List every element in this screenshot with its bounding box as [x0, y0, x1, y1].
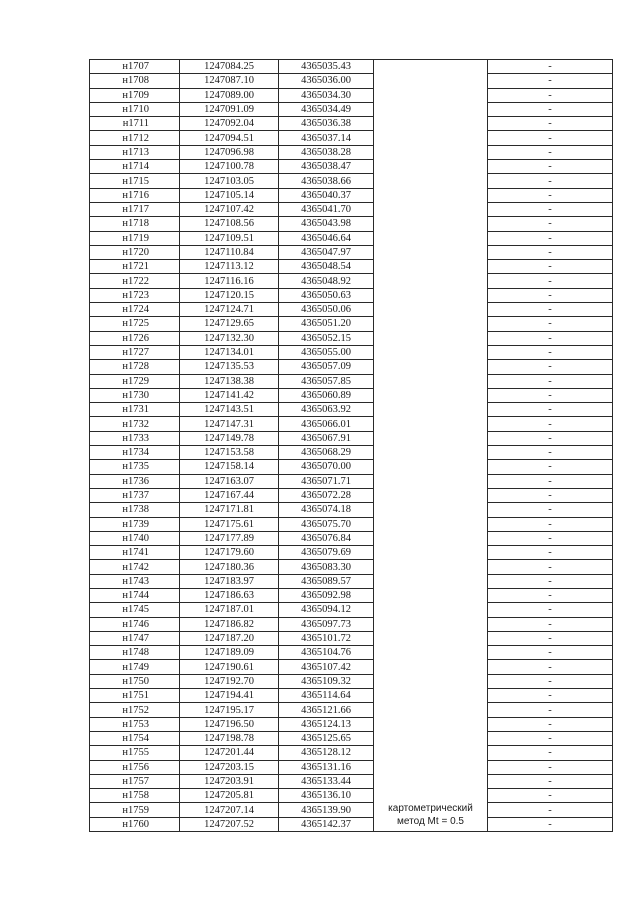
- y-coordinate-cell: 4365094.12: [279, 603, 374, 617]
- x-coordinate-cell: 1247124.71: [180, 303, 279, 317]
- description-cell: -: [488, 145, 613, 159]
- description-cell: -: [488, 546, 613, 560]
- table-row: [90, 746, 613, 760]
- point-id-cell: н1749: [90, 660, 180, 674]
- x-coordinate-cell: 1247195.17: [180, 703, 279, 717]
- x-coordinate-cell: 1247190.61: [180, 660, 279, 674]
- y-coordinate-cell: 4365092.98: [279, 588, 374, 602]
- description-cell: -: [488, 188, 613, 202]
- description-cell: -: [488, 488, 613, 502]
- table-row: [90, 560, 613, 574]
- description-cell: -: [488, 631, 613, 645]
- y-coordinate-cell: 4365051.20: [279, 317, 374, 331]
- x-coordinate-cell: 1247167.44: [180, 488, 279, 502]
- y-coordinate-cell: 4365048.92: [279, 274, 374, 288]
- description-cell: -: [488, 603, 613, 617]
- description-cell: -: [488, 345, 613, 359]
- table-row: [90, 474, 613, 488]
- table-row: [90, 260, 613, 274]
- point-id-cell: н1707: [90, 60, 180, 74]
- point-id-cell: н1736: [90, 474, 180, 488]
- description-cell: -: [488, 74, 613, 88]
- x-coordinate-cell: 1247203.91: [180, 774, 279, 788]
- y-coordinate-cell: 4365068.29: [279, 446, 374, 460]
- table-row: [90, 731, 613, 745]
- point-id-cell: н1732: [90, 417, 180, 431]
- point-id-cell: н1760: [90, 817, 180, 831]
- y-coordinate-cell: 4365109.32: [279, 674, 374, 688]
- y-coordinate-cell: 4365079.69: [279, 546, 374, 560]
- y-coordinate-cell: 4365125.65: [279, 731, 374, 745]
- y-coordinate-cell: 4365072.28: [279, 488, 374, 502]
- description-cell: -: [488, 560, 613, 574]
- table-row: [90, 503, 613, 517]
- point-id-cell: н1716: [90, 188, 180, 202]
- table-row: [90, 303, 613, 317]
- x-coordinate-cell: 1247187.20: [180, 631, 279, 645]
- point-id-cell: н1752: [90, 703, 180, 717]
- y-coordinate-cell: 4365035.43: [279, 60, 374, 74]
- point-id-cell: н1714: [90, 160, 180, 174]
- x-coordinate-cell: 1247105.14: [180, 188, 279, 202]
- description-cell: -: [488, 160, 613, 174]
- y-coordinate-cell: 4365136.10: [279, 789, 374, 803]
- table-row: [90, 317, 613, 331]
- y-coordinate-cell: 4365089.57: [279, 574, 374, 588]
- table-row: [90, 631, 613, 645]
- point-id-cell: н1735: [90, 460, 180, 474]
- y-coordinate-cell: 4365038.47: [279, 160, 374, 174]
- description-cell: -: [488, 817, 613, 831]
- description-cell: -: [488, 789, 613, 803]
- x-coordinate-cell: 1247158.14: [180, 460, 279, 474]
- point-id-cell: н1725: [90, 317, 180, 331]
- x-coordinate-cell: 1247100.78: [180, 160, 279, 174]
- y-coordinate-cell: 4365114.64: [279, 689, 374, 703]
- table-row: [90, 131, 613, 145]
- point-id-cell: н1745: [90, 603, 180, 617]
- description-cell: -: [488, 574, 613, 588]
- point-id-cell: н1717: [90, 202, 180, 216]
- description-cell: -: [488, 746, 613, 760]
- table-row: [90, 817, 613, 831]
- x-coordinate-cell: 1247189.09: [180, 646, 279, 660]
- table-row: [90, 488, 613, 502]
- x-coordinate-cell: 1247084.25: [180, 60, 279, 74]
- description-cell: -: [488, 474, 613, 488]
- table-row: [90, 774, 613, 788]
- point-id-cell: н1759: [90, 803, 180, 817]
- x-coordinate-cell: 1247113.12: [180, 260, 279, 274]
- y-coordinate-cell: 4365097.73: [279, 617, 374, 631]
- y-coordinate-cell: 4365107.42: [279, 660, 374, 674]
- x-coordinate-cell: 1247175.61: [180, 517, 279, 531]
- point-id-cell: н1712: [90, 131, 180, 145]
- x-coordinate-cell: 1247163.07: [180, 474, 279, 488]
- x-coordinate-cell: 1247108.56: [180, 217, 279, 231]
- y-coordinate-cell: 4365131.16: [279, 760, 374, 774]
- description-cell: -: [488, 674, 613, 688]
- point-id-cell: н1728: [90, 360, 180, 374]
- y-coordinate-cell: 4365048.54: [279, 260, 374, 274]
- table-row: [90, 646, 613, 660]
- point-id-cell: н1718: [90, 217, 180, 231]
- description-cell: -: [488, 660, 613, 674]
- point-id-cell: н1743: [90, 574, 180, 588]
- point-id-cell: н1741: [90, 546, 180, 560]
- point-id-cell: н1708: [90, 74, 180, 88]
- x-coordinate-cell: 1247107.42: [180, 202, 279, 216]
- table-row: [90, 603, 613, 617]
- y-coordinate-cell: 4365075.70: [279, 517, 374, 531]
- x-coordinate-cell: 1247203.15: [180, 760, 279, 774]
- table-row: [90, 546, 613, 560]
- x-coordinate-cell: 1247087.10: [180, 74, 279, 88]
- table-row: [90, 174, 613, 188]
- table-row: [90, 74, 613, 88]
- table-row: [90, 417, 613, 431]
- y-coordinate-cell: 4365038.28: [279, 145, 374, 159]
- x-coordinate-cell: 1247207.14: [180, 803, 279, 817]
- description-cell: -: [488, 331, 613, 345]
- table-row: [90, 431, 613, 445]
- point-id-cell: н1727: [90, 345, 180, 359]
- x-coordinate-cell: 1247186.82: [180, 617, 279, 631]
- x-coordinate-cell: 1247103.05: [180, 174, 279, 188]
- x-coordinate-cell: 1247092.04: [180, 117, 279, 131]
- table-row: [90, 102, 613, 116]
- table-row: [90, 145, 613, 159]
- x-coordinate-cell: 1247110.84: [180, 245, 279, 259]
- x-coordinate-cell: 1247196.50: [180, 717, 279, 731]
- table-row: [90, 374, 613, 388]
- y-coordinate-cell: 4365041.70: [279, 202, 374, 216]
- point-id-cell: н1731: [90, 403, 180, 417]
- point-id-cell: н1724: [90, 303, 180, 317]
- point-id-cell: н1740: [90, 531, 180, 545]
- x-coordinate-cell: 1247192.70: [180, 674, 279, 688]
- y-coordinate-cell: 4365043.98: [279, 217, 374, 231]
- table-row: [90, 231, 613, 245]
- description-cell: -: [488, 288, 613, 302]
- table-row: [90, 188, 613, 202]
- y-coordinate-cell: 4365066.01: [279, 417, 374, 431]
- point-id-cell: н1715: [90, 174, 180, 188]
- description-cell: -: [488, 317, 613, 331]
- point-id-cell: н1730: [90, 388, 180, 402]
- point-id-cell: н1737: [90, 488, 180, 502]
- table-row: [90, 517, 613, 531]
- x-coordinate-cell: 1247116.16: [180, 274, 279, 288]
- table-row: [90, 703, 613, 717]
- x-coordinate-cell: 1247177.89: [180, 531, 279, 545]
- point-id-cell: н1753: [90, 717, 180, 731]
- y-coordinate-cell: 4365047.97: [279, 245, 374, 259]
- description-cell: -: [488, 60, 613, 74]
- description-cell: -: [488, 102, 613, 116]
- x-coordinate-cell: 1247179.60: [180, 546, 279, 560]
- description-cell: -: [488, 274, 613, 288]
- point-id-cell: н1739: [90, 517, 180, 531]
- y-coordinate-cell: 4365050.06: [279, 303, 374, 317]
- coordinates-table: [89, 59, 613, 832]
- description-cell: -: [488, 360, 613, 374]
- point-id-cell: н1757: [90, 774, 180, 788]
- description-cell: -: [488, 803, 613, 817]
- description-cell: -: [488, 617, 613, 631]
- x-coordinate-cell: 1247186.63: [180, 588, 279, 602]
- table-row: [90, 388, 613, 402]
- description-cell: -: [488, 231, 613, 245]
- point-id-cell: н1726: [90, 331, 180, 345]
- table-row: [90, 689, 613, 703]
- y-coordinate-cell: 4365142.37: [279, 817, 374, 831]
- y-coordinate-cell: 4365055.00: [279, 345, 374, 359]
- x-coordinate-cell: 1247091.09: [180, 102, 279, 116]
- point-id-cell: н1713: [90, 145, 180, 159]
- point-id-cell: н1729: [90, 374, 180, 388]
- y-coordinate-cell: 4365037.14: [279, 131, 374, 145]
- x-coordinate-cell: 1247120.15: [180, 288, 279, 302]
- description-cell: -: [488, 717, 613, 731]
- y-coordinate-cell: 4365070.00: [279, 460, 374, 474]
- description-cell: -: [488, 503, 613, 517]
- table-row: [90, 789, 613, 803]
- y-coordinate-cell: 4365128.12: [279, 746, 374, 760]
- table-row: [90, 202, 613, 216]
- y-coordinate-cell: 4365067.91: [279, 431, 374, 445]
- x-coordinate-cell: 1247096.98: [180, 145, 279, 159]
- point-id-cell: н1748: [90, 646, 180, 660]
- y-coordinate-cell: 4365052.15: [279, 331, 374, 345]
- table-row: [90, 88, 613, 102]
- table-row: [90, 531, 613, 545]
- table-row: [90, 217, 613, 231]
- point-id-cell: н1734: [90, 446, 180, 460]
- x-coordinate-cell: 1247138.38: [180, 374, 279, 388]
- x-coordinate-cell: 1247194.41: [180, 689, 279, 703]
- table-row: [90, 617, 613, 631]
- x-coordinate-cell: 1247129.65: [180, 317, 279, 331]
- description-cell: -: [488, 446, 613, 460]
- y-coordinate-cell: 4365046.64: [279, 231, 374, 245]
- x-coordinate-cell: 1247201.44: [180, 746, 279, 760]
- x-coordinate-cell: 1247132.30: [180, 331, 279, 345]
- x-coordinate-cell: 1247171.81: [180, 503, 279, 517]
- x-coordinate-cell: 1247207.52: [180, 817, 279, 831]
- table-row: [90, 660, 613, 674]
- point-id-cell: н1758: [90, 789, 180, 803]
- x-coordinate-cell: 1247153.58: [180, 446, 279, 460]
- table-row: [90, 717, 613, 731]
- description-cell: -: [488, 588, 613, 602]
- x-coordinate-cell: 1247141.42: [180, 388, 279, 402]
- point-id-cell: н1723: [90, 288, 180, 302]
- table-row: [90, 460, 613, 474]
- y-coordinate-cell: 4365063.92: [279, 403, 374, 417]
- x-coordinate-cell: 1247094.51: [180, 131, 279, 145]
- point-id-cell: н1742: [90, 560, 180, 574]
- x-coordinate-cell: 1247198.78: [180, 731, 279, 745]
- point-id-cell: н1750: [90, 674, 180, 688]
- description-cell: -: [488, 117, 613, 131]
- description-cell: -: [488, 303, 613, 317]
- y-coordinate-cell: 4365104.76: [279, 646, 374, 660]
- description-cell: -: [488, 731, 613, 745]
- x-coordinate-cell: 1247187.01: [180, 603, 279, 617]
- y-coordinate-cell: 4365124.13: [279, 717, 374, 731]
- x-coordinate-cell: 1247180.36: [180, 560, 279, 574]
- point-id-cell: н1756: [90, 760, 180, 774]
- x-coordinate-cell: 1247135.53: [180, 360, 279, 374]
- x-coordinate-cell: 1247183.97: [180, 574, 279, 588]
- y-coordinate-cell: 4365040.37: [279, 188, 374, 202]
- table-row: [90, 345, 613, 359]
- point-id-cell: н1721: [90, 260, 180, 274]
- description-cell: -: [488, 202, 613, 216]
- y-coordinate-cell: 4365121.66: [279, 703, 374, 717]
- y-coordinate-cell: 4365057.85: [279, 374, 374, 388]
- description-cell: -: [488, 88, 613, 102]
- table-row: [90, 245, 613, 259]
- description-cell: -: [488, 403, 613, 417]
- point-id-cell: н1744: [90, 588, 180, 602]
- x-coordinate-cell: 1247109.51: [180, 231, 279, 245]
- x-coordinate-cell: 1247143.51: [180, 403, 279, 417]
- table-row: [90, 117, 613, 131]
- point-id-cell: н1755: [90, 746, 180, 760]
- y-coordinate-cell: 4365071.71: [279, 474, 374, 488]
- x-coordinate-cell: 1247205.81: [180, 789, 279, 803]
- y-coordinate-cell: 4365034.30: [279, 88, 374, 102]
- point-id-cell: н1710: [90, 102, 180, 116]
- table-row: [90, 331, 613, 345]
- y-coordinate-cell: 4365036.00: [279, 74, 374, 88]
- description-cell: -: [488, 388, 613, 402]
- table-row: [90, 446, 613, 460]
- point-id-cell: н1738: [90, 503, 180, 517]
- x-coordinate-cell: 1247149.78: [180, 431, 279, 445]
- description-cell: -: [488, 703, 613, 717]
- description-cell: -: [488, 260, 613, 274]
- table-row: [90, 574, 613, 588]
- y-coordinate-cell: 4365050.63: [279, 288, 374, 302]
- description-cell: -: [488, 217, 613, 231]
- y-coordinate-cell: 4365034.49: [279, 102, 374, 116]
- table-row: [90, 360, 613, 374]
- description-cell: -: [488, 760, 613, 774]
- coordinates-table-body: [90, 60, 613, 832]
- description-cell: -: [488, 646, 613, 660]
- table-row: [90, 60, 613, 74]
- description-cell: -: [488, 417, 613, 431]
- point-id-cell: н1719: [90, 231, 180, 245]
- point-id-cell: н1747: [90, 631, 180, 645]
- y-coordinate-cell: 4365057.09: [279, 360, 374, 374]
- y-coordinate-cell: 4365038.66: [279, 174, 374, 188]
- y-coordinate-cell: 4365060.89: [279, 388, 374, 402]
- table-row: [90, 274, 613, 288]
- y-coordinate-cell: 4365101.72: [279, 631, 374, 645]
- y-coordinate-cell: 4365133.44: [279, 774, 374, 788]
- x-coordinate-cell: 1247147.31: [180, 417, 279, 431]
- point-id-cell: н1754: [90, 731, 180, 745]
- table-row: [90, 588, 613, 602]
- table-row: [90, 288, 613, 302]
- point-id-cell: н1711: [90, 117, 180, 131]
- description-cell: -: [488, 131, 613, 145]
- description-cell: -: [488, 517, 613, 531]
- description-cell: -: [488, 689, 613, 703]
- y-coordinate-cell: 4365076.84: [279, 531, 374, 545]
- description-cell: -: [488, 245, 613, 259]
- point-id-cell: н1746: [90, 617, 180, 631]
- y-coordinate-cell: 4365074.18: [279, 503, 374, 517]
- x-coordinate-cell: 1247089.00: [180, 88, 279, 102]
- description-cell: -: [488, 374, 613, 388]
- point-id-cell: н1720: [90, 245, 180, 259]
- y-coordinate-cell: 4365139.90: [279, 803, 374, 817]
- y-coordinate-cell: 4365083.30: [279, 560, 374, 574]
- description-cell: -: [488, 174, 613, 188]
- point-id-cell: н1733: [90, 431, 180, 445]
- description-cell: -: [488, 431, 613, 445]
- table-row: [90, 160, 613, 174]
- table-row: [90, 674, 613, 688]
- x-coordinate-cell: 1247134.01: [180, 345, 279, 359]
- y-coordinate-cell: 4365036.38: [279, 117, 374, 131]
- point-id-cell: н1709: [90, 88, 180, 102]
- table-row: [90, 760, 613, 774]
- table-row: [90, 803, 613, 817]
- description-cell: -: [488, 774, 613, 788]
- description-cell: -: [488, 531, 613, 545]
- point-id-cell: н1751: [90, 689, 180, 703]
- method-cell: картометрический метод Mt = 0.5: [374, 60, 488, 832]
- description-cell: -: [488, 460, 613, 474]
- table-row: [90, 403, 613, 417]
- point-id-cell: н1722: [90, 274, 180, 288]
